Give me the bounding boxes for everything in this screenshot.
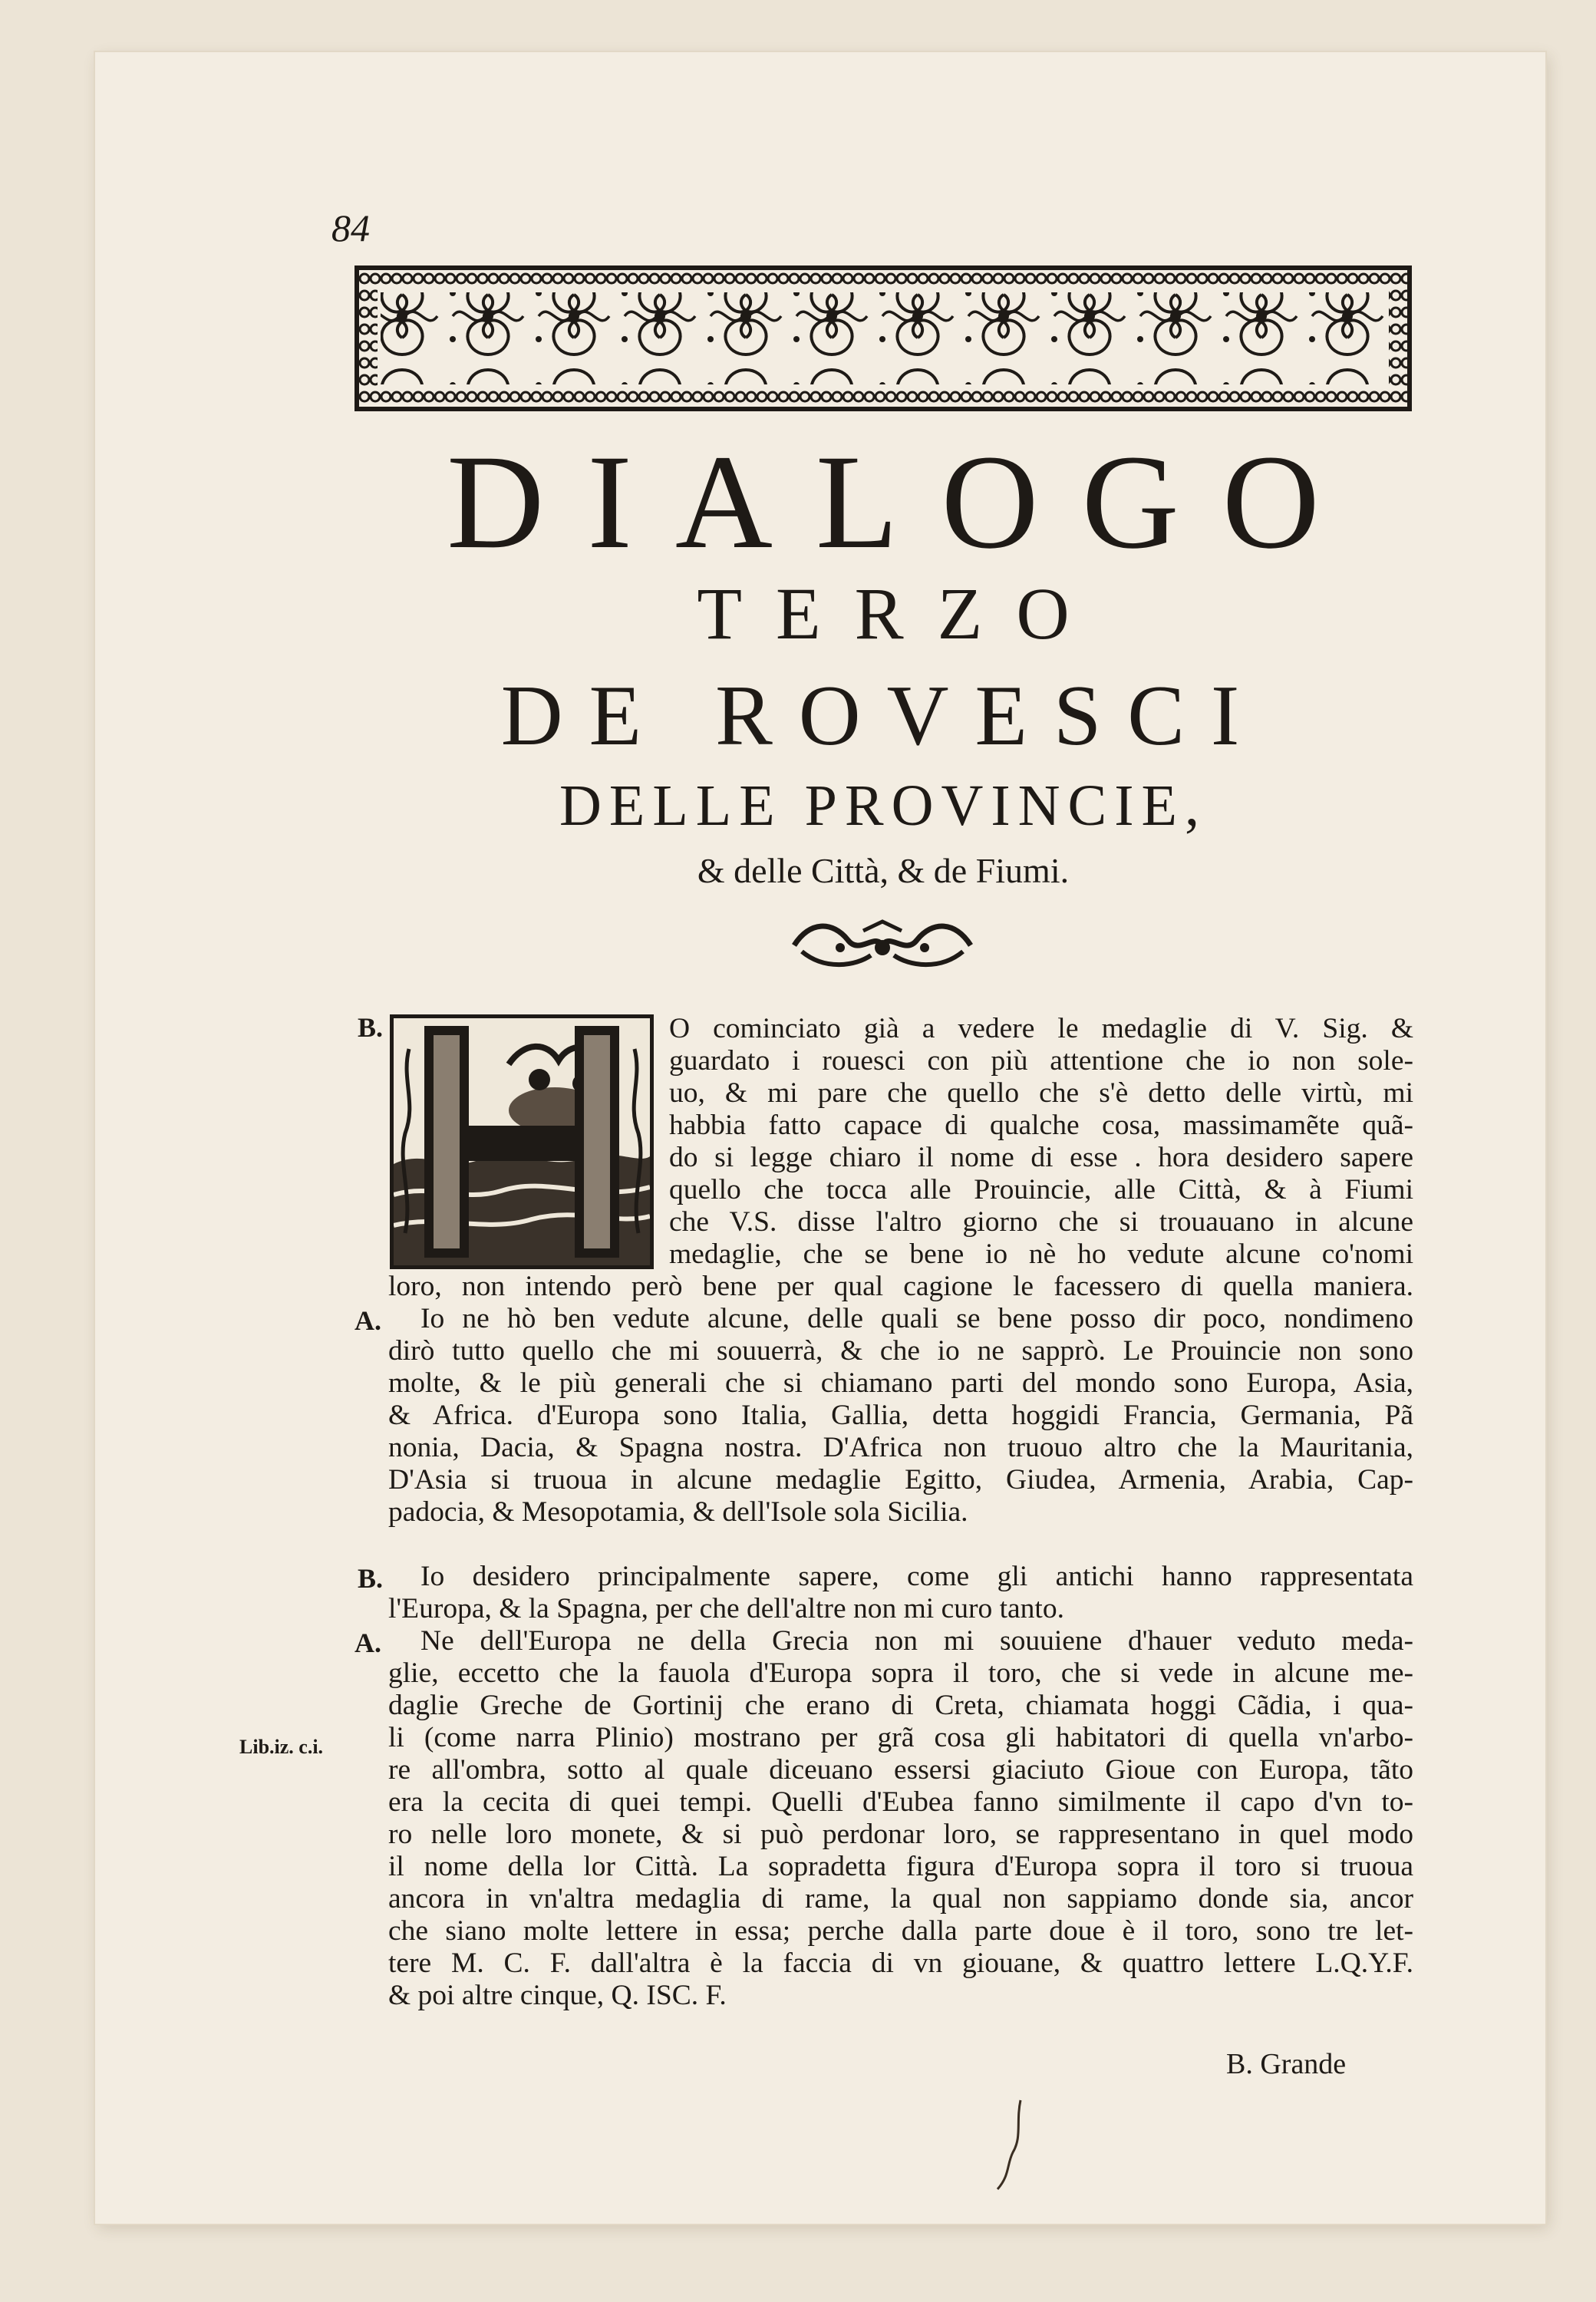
fleuron-ornament-icon xyxy=(786,917,978,974)
speaker-b-first: B. xyxy=(358,1012,384,1043)
body-line: nonia, Dacia, & Spagna nostra. D'Africa non truouo altro che la Mauritania, xyxy=(388,1432,1413,1463)
body-line: il nome della lor Città. La sopradetta figura d'Europa sopra il toro si truoua xyxy=(388,1851,1413,1882)
title-delle-provincie: DELLE PROVINCIE, xyxy=(559,773,1207,838)
body-line: molte, & le più generali che si chiamano parti del mondo sono Europa, Asia, xyxy=(388,1367,1413,1399)
body-line: & Africa. d'Europa sono Italia, Gallia, detta hoggidi Francia, Germania, Pã xyxy=(388,1400,1413,1431)
speaker-b: B. xyxy=(358,1563,384,1594)
title-subtitle: & delle Città, & de Fiumi. xyxy=(697,851,1070,890)
body-line: tere M. C. F. dall'altra è la faccia di vn giouane, & quattro lettere L.Q.Y.F. xyxy=(388,1947,1413,1979)
body-line: dirò tutto quello che mi souuerrà, & che io ne sapprò. Le Prouincie non sono xyxy=(388,1335,1413,1367)
ornament-pattern-icon xyxy=(359,270,1407,407)
body-line-dropcap: O cominciato già a vedere le medaglie di V. Sig. & xyxy=(669,1013,1413,1044)
title-de-rovesci: DE ROVESCI xyxy=(500,668,1266,763)
body-line: Io desidero principalmente sapere, come gli antichi hanno rappresentata xyxy=(420,1561,1413,1592)
body-line: glie, eccetto che la fauola d'Europa sopra il toro, che si vede in alcune me- xyxy=(388,1657,1413,1689)
header-ornament-band xyxy=(354,265,1412,411)
body-line-dropcap: uo, & mi pare che quello che s'è detto delle virtù, mi xyxy=(669,1077,1413,1109)
body-line: D'Asia si truoua in alcune medaglie Egitto, Giudea, Armenia, Arabia, Cap- xyxy=(388,1464,1413,1496)
body-line: Ne dell'Europa ne della Grecia non mi souuiene d'hauer veduto meda- xyxy=(420,1625,1413,1657)
body-line: Io ne hò ben vedute alcune, delle quali se bene posso dir poco, nondimeno xyxy=(420,1303,1413,1334)
body-line: re all'ombra, sotto al quale diceuano essersi giaciuto Gioue con Europa, tãto xyxy=(388,1754,1413,1786)
page-number: 84 xyxy=(331,206,370,249)
body-line: & poi altre cinque, Q. ISC. F. xyxy=(388,1980,727,2011)
catchword: B. Grande xyxy=(1226,2048,1347,2080)
title-terzo: TERZO xyxy=(697,572,1103,655)
body-line: l'Europa, & la Spagna, per che dell'altre non mi curo tanto. xyxy=(388,1593,1064,1624)
drop-cap-h-woodcut-icon xyxy=(390,1014,654,1269)
body-line: che siano molte lettere in essa; perche dalla parte doue è il toro, sono tre let- xyxy=(388,1915,1413,1947)
title-dialogo: DIALOGO xyxy=(447,427,1363,577)
body-line-dropcap: do si legge chiaro il nome di esse . hora desidero sapere xyxy=(669,1142,1413,1173)
margin-note: Lib.iz. c.i. xyxy=(239,1736,324,1758)
body-line-dropcap: che V.S. disse l'altro giorno che si trouauano in alcune xyxy=(669,1206,1413,1238)
body-line: ro nelle loro monete, & si può perdonar loro, se rappresentano in quel modo xyxy=(388,1819,1413,1850)
paper-crack-icon xyxy=(990,2099,1036,2191)
body-line: daglie Greche de Gortinij che erano di Creta, chiamata hoggi Cãdia, i qua- xyxy=(388,1690,1413,1721)
body-line-dropcap: habbia fatto capace di qualche cosa, massimamẽte quã- xyxy=(669,1110,1413,1141)
speaker-a: A. xyxy=(354,1628,381,1658)
body-line-dropcap: medaglie, che se bene io nè ho vedute alcune co'nomi xyxy=(669,1238,1413,1270)
body-line: era la cecita di quei tempi. Quelli d'Eubea fanno similmente il capo d'vn to- xyxy=(388,1786,1413,1818)
body-line-dropcap: quello che tocca alle Prouincie, alle Città, & à Fiumi xyxy=(669,1174,1413,1205)
body-line-dropcap: guardato i rouesci con più attentione che io non sole- xyxy=(669,1045,1413,1077)
body-line: li (come narra Plinio) mostrano per grã cosa gli habitatori di quella vn'arbo- xyxy=(388,1722,1413,1753)
speaker-a: A. xyxy=(354,1305,381,1336)
body-line: loro, non intendo però bene per qual cagione le facessero di quella maniera. xyxy=(388,1271,1413,1302)
body-line: ancora in vn'altra medaglia di rame, la qual non sappiamo donde sia, ancor xyxy=(388,1883,1413,1914)
body-line: padocia, & Mesopotamia, & dell'Isole sola Sicilia. xyxy=(388,1496,968,1528)
